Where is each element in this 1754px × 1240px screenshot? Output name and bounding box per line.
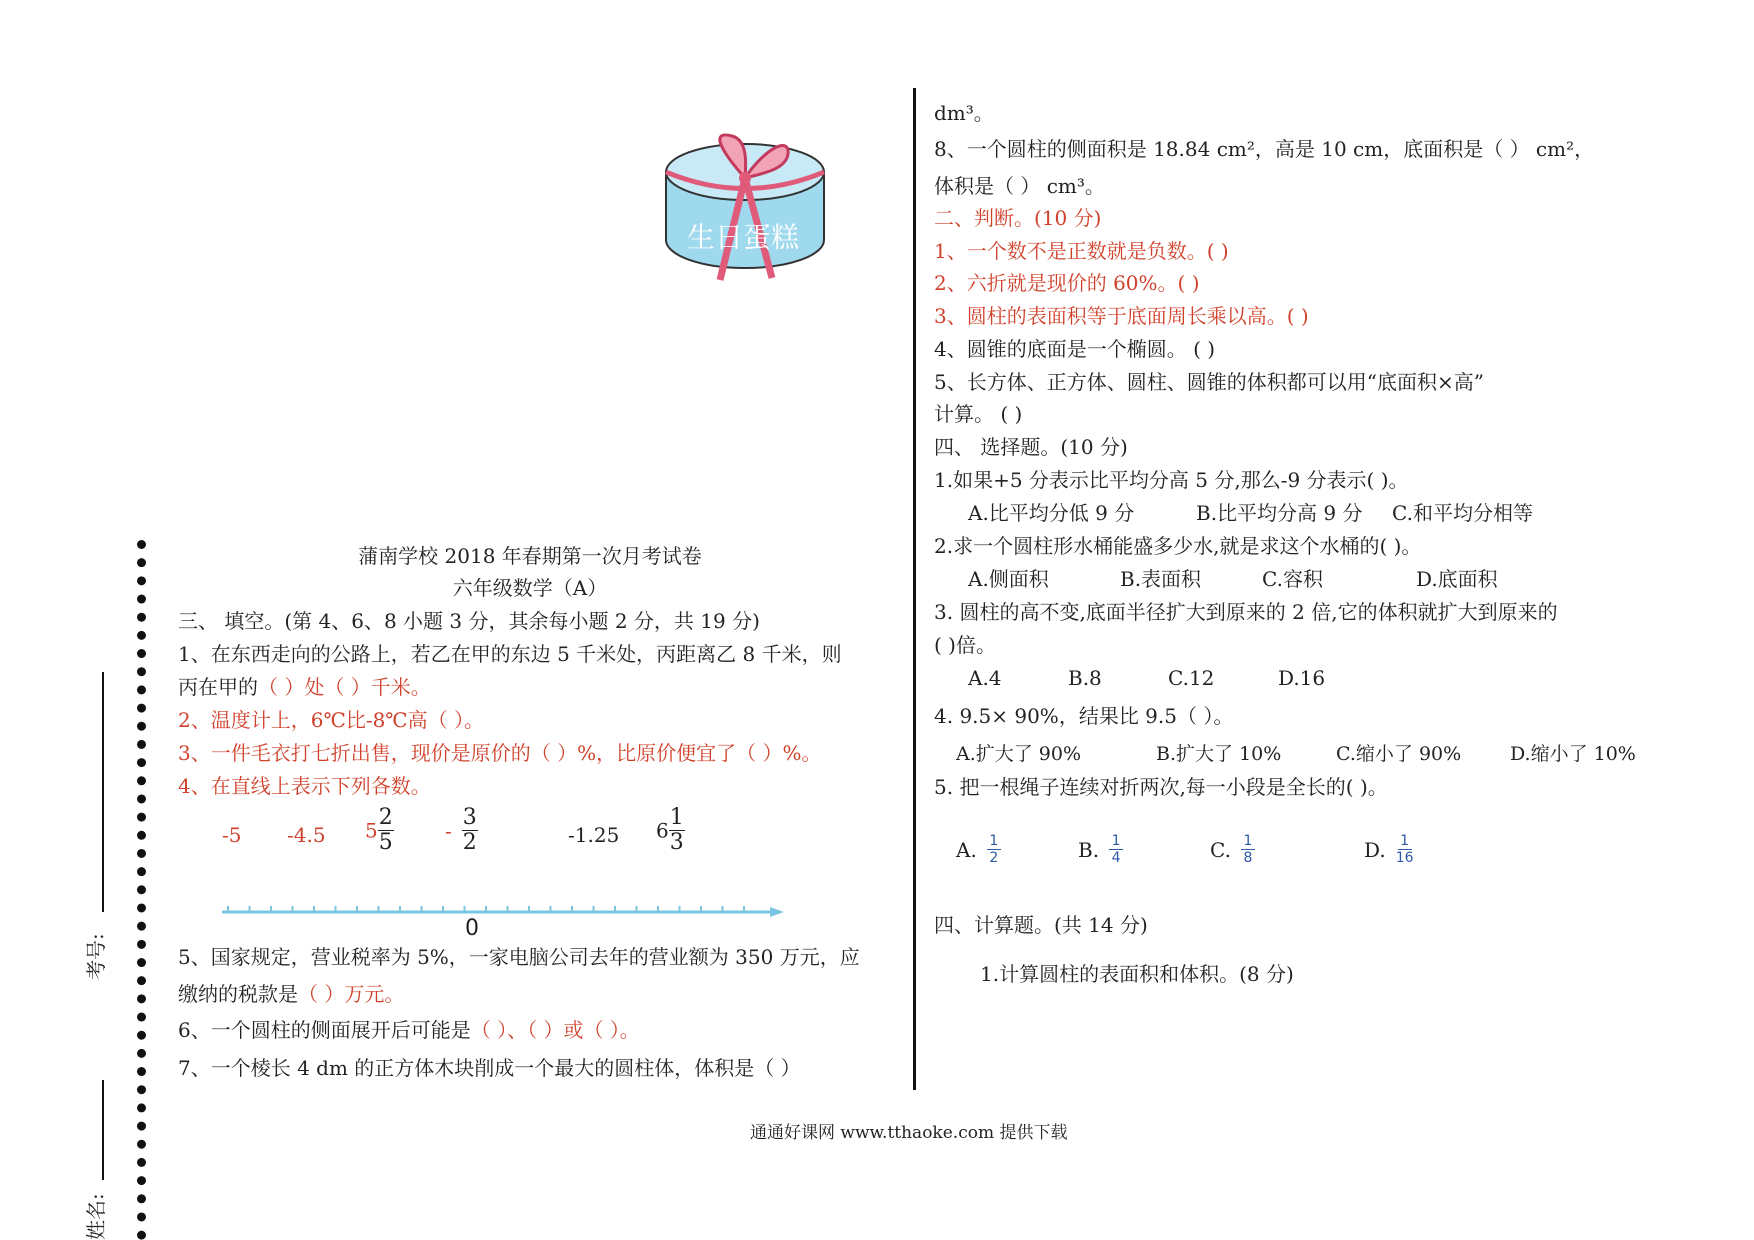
fraction-1-16: $\frac{1}{16}$	[1395, 833, 1414, 866]
q8-line2: 体积是（ ） cm³。	[934, 174, 1105, 198]
q1-blanks: （ ）处（ ）千米。	[258, 675, 431, 699]
fraction-1-3: $\frac{1}{3}$	[669, 805, 684, 855]
fraction-1-4: $\frac{1}{4}$	[1109, 834, 1123, 865]
cake-caption: 生日蛋糕	[687, 221, 800, 254]
number-neg1-25: -1.25	[568, 823, 620, 847]
choice-2-option-a: A.侧面积	[968, 567, 1049, 591]
judge-3: 3、圆柱的表面积等于底面周长乘以高。( )	[934, 304, 1309, 328]
choice-4-option-d: D.缩小了 10%	[1510, 743, 1636, 765]
q6-prefix: 6、一个圆柱的侧面展开后可能是	[178, 1018, 471, 1042]
number-line	[218, 896, 788, 926]
choice-3-line2: ( )倍。	[934, 633, 996, 657]
number-neg4-5: -4.5	[287, 823, 326, 847]
q1-line2	[178, 674, 431, 700]
number-neg-3-2: - $\frac{3}{2}$	[445, 805, 477, 855]
choice-1-option-b: B.比平均分高 9 分	[1196, 501, 1363, 525]
judge-4: 4、圆锥的底面是一个椭圆。 ( )	[934, 337, 1216, 361]
exam-no-line	[102, 672, 104, 912]
choice-3-option-a: A.4	[968, 666, 1002, 690]
q3: 3、一件毛衣打七折出售，现价是原价的（ ）%，比原价便宜了（ ）%。	[178, 741, 822, 765]
binding-margin-dots	[137, 540, 146, 1240]
judge-1: 1、一个数不是正数就是负数。( )	[934, 239, 1229, 263]
judge-5-line2: 计算。 ( )	[934, 402, 1023, 426]
choice-5-option-a: A. $\frac{1}{2}$	[956, 834, 1001, 865]
choice-1-option-c: C.和平均分相等	[1392, 501, 1533, 525]
calc-section-heading: 四、计算题。(共 14 分)	[934, 913, 1148, 937]
fraction-1-8: $\frac{1}{8}$	[1241, 834, 1255, 865]
exam-subtitle: 六年级数学（A）	[452, 576, 608, 600]
choice-5-option-d: D. $\frac{1}{16}$	[1364, 833, 1414, 866]
q6-blanks: （ ）、（ ）或（ ）。	[470, 1018, 640, 1042]
choice-3-option-b: B.8	[1068, 666, 1102, 690]
zero-label: 0	[465, 916, 479, 941]
q1-line1: 1、在东西走向的公路上，若乙在甲的东边 5 千米处，丙距离乙 8 千米，则	[178, 642, 842, 666]
q1-line2-prefix: 丙在甲的	[178, 675, 258, 699]
q7: 7、一个棱长 4 dm 的正方体木块削成一个最大的圆柱体，体积是（ ）	[178, 1056, 801, 1080]
section4-heading: 四、 选择题。(10 分)	[934, 435, 1128, 459]
number-6-1-3: 6 $\frac{1}{3}$	[656, 805, 684, 855]
exam-title: 蒲南学校 2018 年春期第一次月考试卷	[358, 544, 702, 568]
choice-4-option-a: A.扩大了 90%	[956, 743, 1082, 765]
choice-5-option-b: B. $\frac{1}{4}$	[1078, 834, 1123, 865]
q5-blank: （ ）万元。	[298, 982, 405, 1006]
choice-5: 5. 把一根绳子连续对折两次,每一小段是全长的( )。	[934, 775, 1388, 799]
fraction-2-5: $\frac{2}{5}$	[378, 805, 393, 855]
number-neg5: -5	[222, 823, 242, 847]
judge-5-line1: 5、长方体、正方体、圆柱、圆锥的体积都可以用“底面积×高”	[934, 370, 1484, 394]
choice-2: 2.求一个圆柱形水桶能盛多少水,就是求这个水桶的( )。	[934, 534, 1422, 558]
choice-5-option-c: C. $\frac{1}{8}$	[1210, 834, 1255, 865]
column-divider	[913, 88, 916, 1090]
choice-2-option-b: B.表面积	[1120, 567, 1202, 591]
choice-2-option-c: C.容积	[1262, 567, 1323, 591]
q4: 4、在直线上表示下列各数。	[178, 774, 431, 798]
q5-line2	[178, 981, 404, 1007]
fraction-3-2: $\frac{3}{2}$	[462, 805, 477, 855]
choice-4-option-b: B.扩大了 10%	[1156, 743, 1282, 765]
q6	[178, 1017, 640, 1043]
birthday-cake-image	[660, 130, 830, 290]
section2-heading: 二、判断。(10 分)	[934, 206, 1102, 230]
q5-line2-prefix: 缴纳的税款是	[178, 982, 298, 1006]
choice-3-line1: 3. 圆柱的高不变,底面半径扩大到原来的 2 倍,它的体积就扩大到原来的	[934, 600, 1558, 624]
name-label: 姓名:	[84, 1193, 108, 1240]
choice-2-option-d: D.底面积	[1416, 567, 1498, 591]
choice-4: 4. 9.5× 90%，结果比 9.5（ ）。	[934, 704, 1234, 728]
exam-no-label: 考号:	[84, 933, 108, 980]
q5-line1: 5、国家规定，营业税率为 5%，一家电脑公司去年的营业额为 350 万元，应	[178, 945, 860, 969]
q7-unit: dm³。	[934, 101, 994, 125]
choice-1-option-a: A.比平均分低 9 分	[968, 501, 1135, 525]
choice-3-option-d: D.16	[1278, 666, 1326, 690]
choice-1: 1.如果+5 分表示比平均分高 5 分,那么-9 分表示( )。	[934, 468, 1409, 492]
section3-heading: 三、 填空。(第 4、6、8 小题 3 分，其余每小题 2 分，共 19 分)	[178, 609, 760, 633]
footer-credit: 通通好课网 www.tthaoke.com 提供下载	[750, 1123, 1068, 1143]
choice-3-option-c: C.12	[1168, 666, 1215, 690]
name-line	[102, 1080, 104, 1180]
number-5-2-5: 5 $\frac{2}{5}$	[365, 805, 393, 855]
judge-2: 2、六折就是现价的 60%。( )	[934, 271, 1200, 295]
q2: 2、温度计上，6℃比-8℃高（ ）。	[178, 708, 485, 732]
q8-line1: 8、一个圆柱的侧面积是 18.84 cm²，高是 10 cm，底面积是（ ） cm²，	[934, 137, 1595, 161]
fraction-1-2: $\frac{1}{2}$	[987, 834, 1001, 865]
calc-question-1: 1.计算圆柱的表面积和体积。(8 分)	[980, 962, 1294, 986]
choice-4-option-c: C.缩小了 90%	[1336, 743, 1462, 765]
